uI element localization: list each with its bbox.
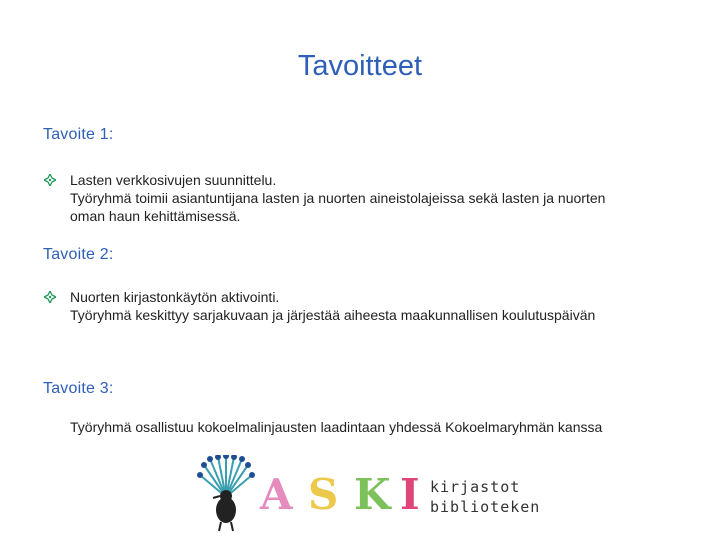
logo-letter-i: I (400, 470, 420, 519)
aski-logo (196, 455, 541, 535)
logo-letter-s: S (308, 470, 339, 519)
goal-1-line-2: Työryhmä toimii asiantuntijana lasten ja nuorten aineistolajeissa sekä lasten ja nuorten (70, 190, 606, 206)
diamond-bullet-icon (44, 291, 56, 303)
diamond-bullet-icon (44, 174, 56, 186)
goal-3-text (44, 418, 694, 436)
goal-2-bullet (44, 288, 694, 324)
goal-3-heading: Tavoite 3: (43, 380, 114, 397)
goal-1-bullet (44, 171, 694, 225)
goal-1-line-3: oman haun kehittämisessä. (70, 208, 241, 224)
goal-2-line-1: Nuorten kirjastonkäytön aktivointi. (70, 289, 280, 305)
peacock-bird-icon (196, 455, 256, 535)
logo-letter-k: K (354, 470, 391, 519)
slide-title: Tavoitteet (297, 50, 423, 82)
goal-1-line-1: Lasten verkkosivujen suunnittelu. (70, 172, 277, 188)
goal-3-line-1: Työryhmä osallistuu kokoelmalinjausten laadintaan yhdessä Kokoelmaryhmän kanssa (70, 419, 603, 435)
logo-word-biblioteken: biblioteken (430, 498, 541, 516)
goal-2-line-2: Työryhmä keskittyy sarjakuvaan ja järjestää aiheesta maakunnallisen koulutuspäivän (70, 307, 596, 323)
goal-1-heading: Tavoite 1: (43, 126, 114, 143)
logo-letter-a: A (260, 470, 293, 519)
logo-word-kirjastot: kirjastot (430, 478, 521, 496)
goal-2-heading: Tavoite 2: (43, 246, 114, 263)
